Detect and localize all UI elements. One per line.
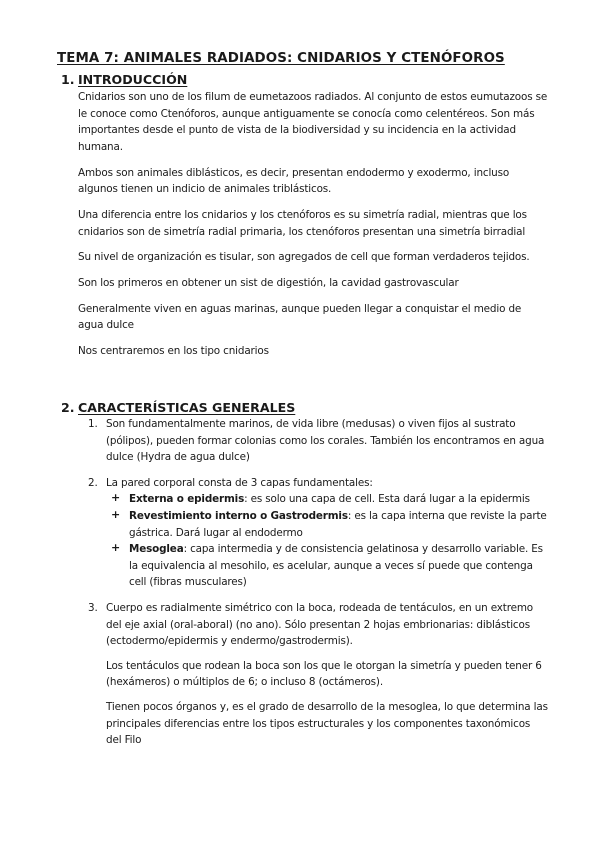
characteristics-list bbox=[78, 416, 548, 749]
sublist-term: Revestimiento interno o Gastrodermis bbox=[129, 509, 348, 522]
sublist-term: Externa o epidermis bbox=[129, 493, 245, 506]
section-1-title: INTRODUCCIÓN bbox=[78, 72, 188, 87]
layers-sublist bbox=[106, 491, 548, 591]
intro-paragraph: Generalmente viven en aguas marinas, aunque pueden llegar a conquistar el medio de agua dulce bbox=[78, 302, 522, 332]
list-item-text: Tienen pocos órganos y, es el grado de desarrollo de la mesoglea, lo que determina las principales diferencias entre los tipos estructurales y los componentes taxonómicos del Filo bbox=[106, 700, 548, 747]
list-item bbox=[78, 416, 548, 466]
list-item bbox=[78, 475, 548, 591]
list-item-number: 1. bbox=[88, 418, 98, 430]
list-item-number: 2. bbox=[88, 476, 98, 489]
document-title: TEMA 7: ANIMALES RADIADOS: CNIDARIOS Y CTENÓFOROS bbox=[57, 51, 505, 66]
section-1-body bbox=[78, 89, 548, 369]
intro-paragraph: Su nivel de organización es tisular, son agregados de cell que forman verdaderos tejidos. bbox=[78, 251, 530, 264]
plus-bullet-icon: + bbox=[111, 541, 121, 555]
intro-paragraph: Una diferencia entre los cnidarios y los ctenóforos es su simetría radial, mientras que los cnidarios son de simetría radial primaria, los ctenóforos presentan una simetría birradial bbox=[78, 208, 527, 238]
intro-paragraph: Nos centraremos en los tipo cnidarios bbox=[78, 345, 269, 358]
sublist-description: : es solo una capa de cell. Esta dará lugar a la epidermis bbox=[244, 493, 530, 506]
plus-bullet-icon: + bbox=[111, 491, 121, 505]
section-2-heading bbox=[61, 400, 295, 415]
list-item-number: 3. bbox=[88, 601, 98, 614]
sublist-item bbox=[106, 541, 548, 591]
section-2-title: CARACTERÍSTICAS GENERALES bbox=[78, 400, 296, 415]
list-item-text: Cuerpo es radialmente simétrico con la boca, rodeada de tentáculos, en un extremo del eje axial (oral-aboral) (no ano). Sólo presentan 2 hojas embrionarias: diblásticos (ectodermo/epidermis y endermo/gastrodermis). bbox=[106, 601, 534, 648]
section-1-heading bbox=[61, 72, 187, 87]
list-item bbox=[78, 600, 548, 749]
list-item-text: Los tentáculos que rodean la boca son los que le otorgan la simetría y pueden tener 6 (hexámeros) o múltiplos de 6; o incluso 8 (octámeros). bbox=[106, 659, 542, 689]
section-1-number: 1. bbox=[61, 72, 75, 87]
sublist-term: Mesoglea bbox=[129, 543, 184, 556]
intro-paragraph: Cnidarios son uno de los filum de eumetazoos radiados. Al conjunto de estos eumutazoos se le conoce como Ctenóforos, aunque antiguamente se conocía como celentéreos. Son más importantes desde el punto de vista de la biodiversidad y su incidencia en la actividad humana. bbox=[78, 91, 548, 153]
list-item-text: La pared corporal consta de 3 capas fundamentales: bbox=[106, 476, 373, 489]
intro-paragraph: Ambos son animales diblásticos, es decir, presentan endodermo y exodermo, incluso algunos tienen un indicio de animales triblásticos. bbox=[78, 166, 510, 196]
sublist-item bbox=[106, 508, 548, 541]
sublist-item bbox=[106, 491, 548, 508]
sublist-description: : capa intermedia y de consistencia gelatinosa y desarrollo variable. Es la equivalencia al mesohilo, es acelular, aunque a veces sí puede que contenga cell (fibras musculares) bbox=[129, 543, 543, 589]
section-2-number: 2. bbox=[61, 400, 75, 415]
sublist-description: : es la capa interna que reviste la parte gástrica. Dará lugar al endodermo bbox=[129, 509, 547, 539]
list-item-text: Son fundamentalmente marinos, de vida libre (medusas) o viven fijos al sustrato (pólipos), pueden formar colonias como los corales. También los encontramos en agua dulce (Hydra de agua dulce) bbox=[106, 418, 545, 464]
intro-paragraph: Son los primeros en obtener un sist de digestión, la cavidad gastrovascular bbox=[78, 277, 459, 290]
plus-bullet-icon: + bbox=[111, 507, 121, 521]
